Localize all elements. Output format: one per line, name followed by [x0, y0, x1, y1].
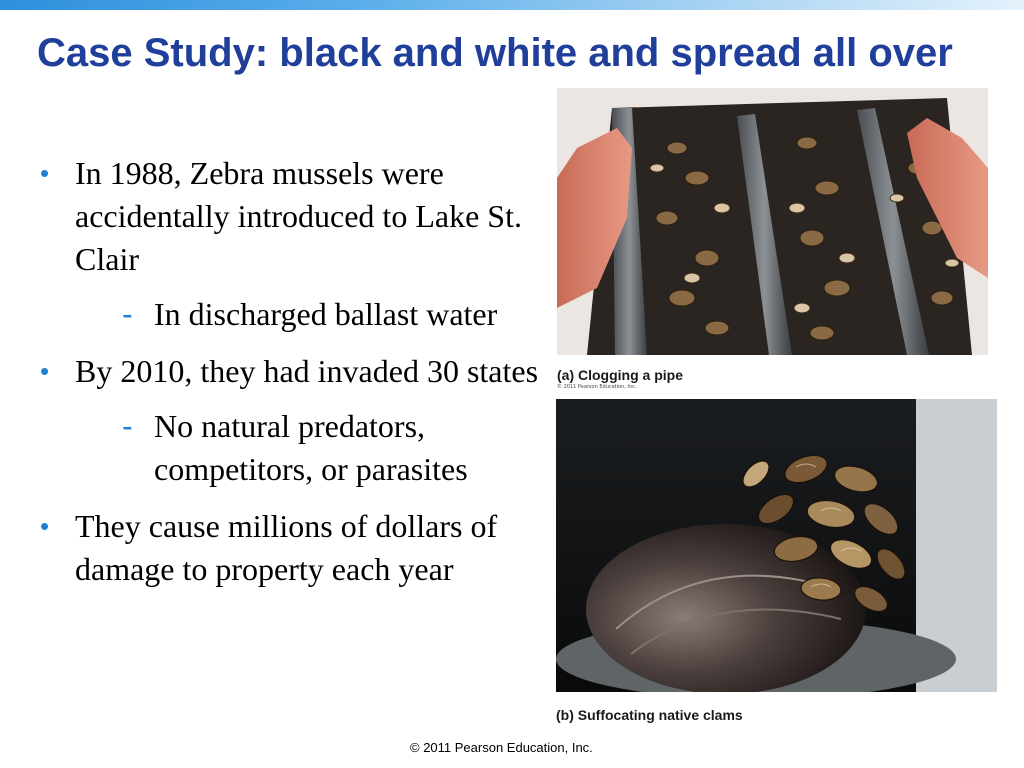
zebra-mussels-on-clam-photo [556, 399, 997, 692]
bullet-item-2 [40, 350, 540, 491]
bullet-icon: • [40, 356, 50, 386]
copyright-footer: © 2011 Pearson Education, Inc. [410, 740, 593, 755]
bullet-list [40, 152, 540, 605]
bullet-item-1 [40, 152, 540, 336]
sub-bullet-2 [75, 405, 540, 491]
sub-bullet-text-2: No natural predators, competitors, or parasites [154, 408, 468, 487]
bullet-item-3 [40, 505, 540, 591]
bullet-icon: • [40, 511, 50, 541]
figure-b-caption: (b) Suffocating native clams [556, 707, 743, 723]
clam-illustration [556, 399, 997, 692]
sub-bullet-1 [75, 293, 540, 336]
bullet-text-2: By 2010, they had invaded 30 states [75, 353, 539, 389]
pipe-illustration [557, 88, 988, 355]
bullet-text-3: They cause millions of dollars of damage to property each year [75, 508, 498, 587]
zebra-mussels-in-pipe-photo [557, 88, 988, 355]
dash-icon: - [122, 408, 133, 444]
bullet-icon: • [40, 158, 50, 188]
top-accent-bar [0, 0, 1024, 10]
sub-bullet-text-1: In discharged ballast water [154, 296, 498, 332]
bullet-text-1: In 1988, Zebra mussels were accidentally introduced to Lake St. Clair [75, 155, 522, 277]
slide-title: Case Study: black and white and spread all over [37, 31, 953, 75]
dash-icon: - [122, 296, 133, 332]
figure-a-caption: (a) Clogging a pipe [557, 367, 683, 383]
figure-a-credit: © 2011 Pearson Education, Inc. [557, 384, 637, 390]
